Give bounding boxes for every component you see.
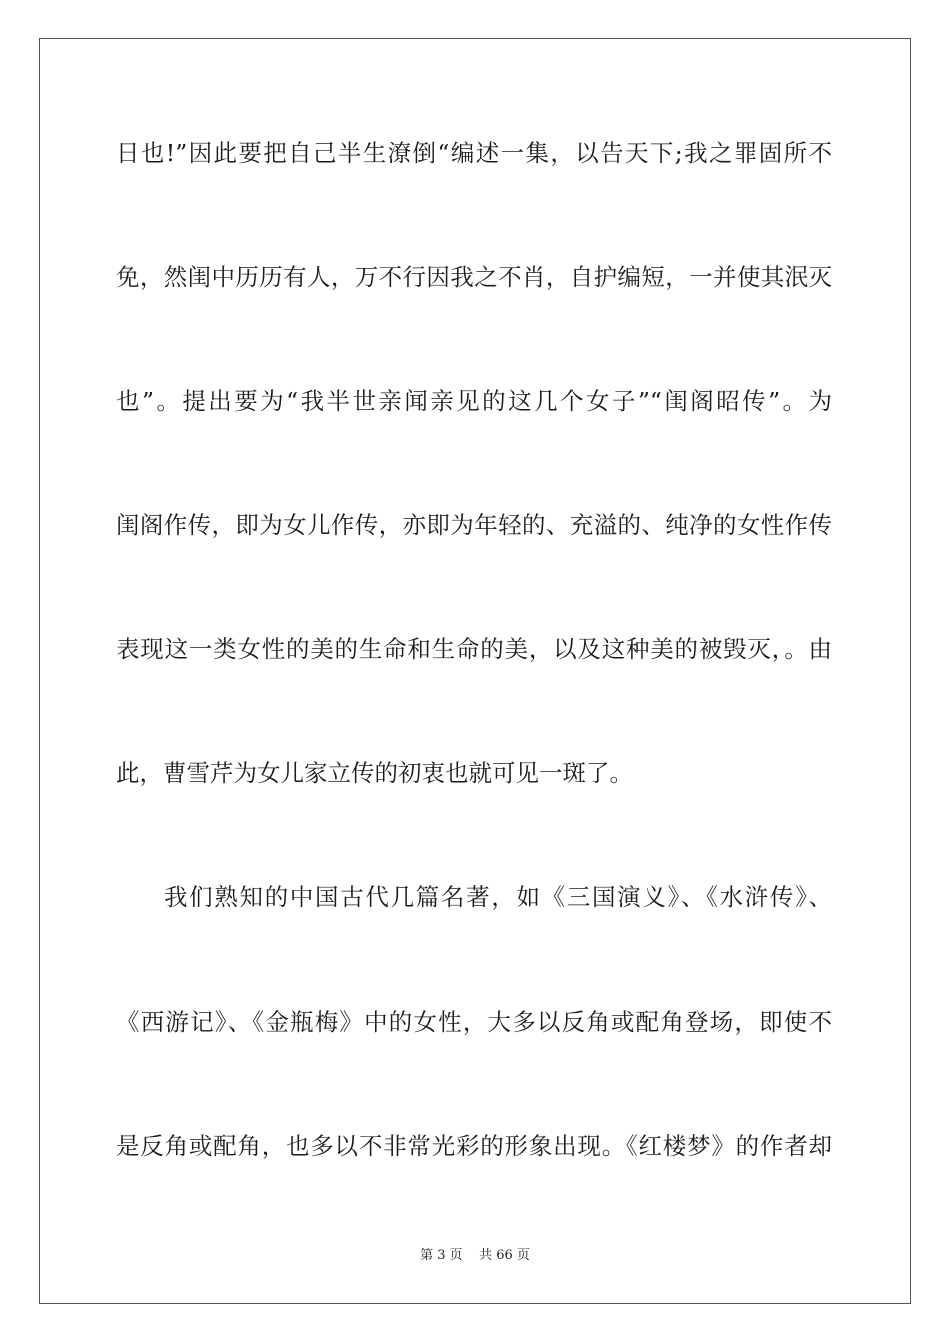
page-border [39,38,911,1304]
text-line-6: 此，曹雪芹为女儿家立传的初衷也就可见一斑了。 [116,759,633,787]
text-line-8: 《西游记》、《金瓶梅》中的女性，大多以反角或配角登场，即使不 [116,1008,832,1036]
text-line-2: 免，然闺中历历有人，万不行因我之不肖，自护编短，一并使其泯灭 [116,263,832,291]
text-line-3: 也”。提出要为“我半世亲闻亲见的这几个女子”“闺阁昭传”。为 [116,387,832,415]
text-line-5: 表现这一类女性的美的生命和生命的美，以及这种美的被毁灭，。由 [116,635,832,663]
text-line-9: 是反角或配角，也多以不非常光彩的形象出现。《红楼梦》的作者却 [116,1132,832,1160]
text-line-4: 闺阁作传，即为女儿作传，亦即为年轻的、充溢的、纯净的女性作传 [116,511,832,539]
page-number-footer: 第 3 页 共 66 页 [420,1248,530,1263]
text-line-7: 我们熟知的中国古代几篇名著，如《三国演义》、《水浒传》、 [164,883,832,911]
text-line-1: 日也!”因此要把自己半生潦倒“编述一集，以告天下;我之罪固所不 [116,139,832,167]
